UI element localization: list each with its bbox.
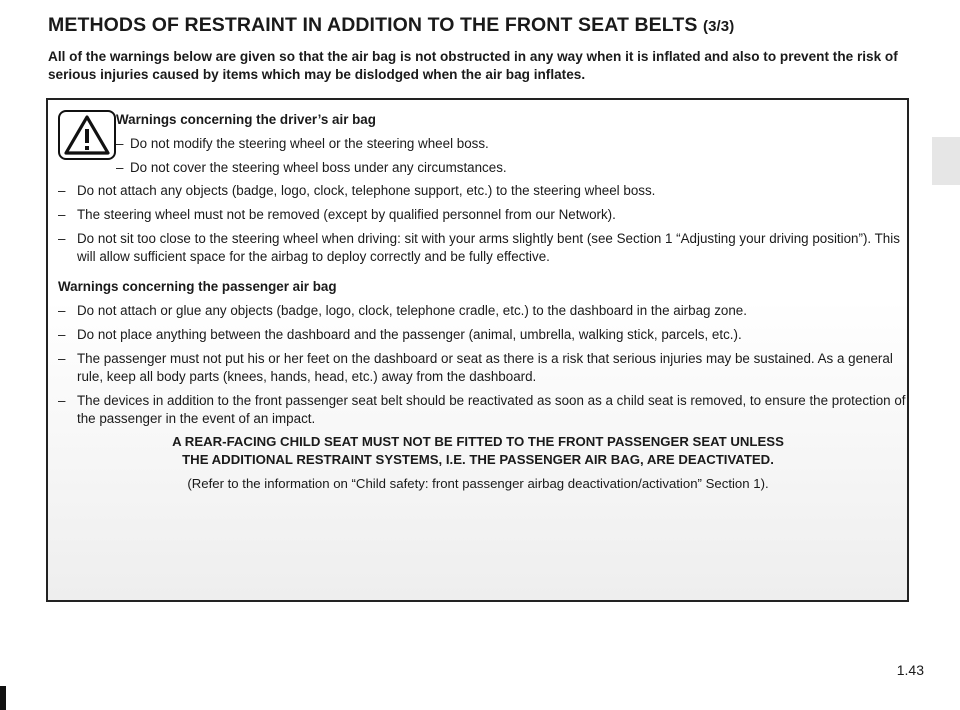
list-item: – Do not place anything between the dashboard and the passenger (animal, umbrella, walking stick, parcels, etc.). xyxy=(58,327,742,342)
child-seat-warning-line-2: THE ADDITIONAL RESTRAINT SYSTEMS, I.E. THE PASSENGER AIR BAG, ARE DEACTIVATED. xyxy=(182,452,774,467)
corner-marker xyxy=(0,686,6,710)
reference-note: (Refer to the information on “Child safety: front passenger airbag deactivation/activation” Section 1). xyxy=(187,476,769,491)
list-item: – The steering wheel must not be removed (except by qualified personnel from our Network). xyxy=(58,207,616,222)
driver-airbag-heading: Warnings concerning the driver’s air bag xyxy=(116,112,376,127)
list-item: – Do not attach any objects (badge, logo, clock, telephone support, etc.) to the steering wheel boss. xyxy=(58,183,656,198)
page-title xyxy=(48,14,734,37)
passenger-airbag-heading: Warnings concerning the passenger air bag xyxy=(58,279,337,294)
list-item: – The passenger must not put his or her feet on the dashboard or seat as there is a risk that serious injuries may be sustained. As a general rule, keep all body parts (knees, hands, head, etc.) away from the dashboard. xyxy=(58,351,893,384)
list-item: – Do not attach or glue any objects (badge, logo, clock, telephone cradle, etc.) to the dashboard in the airbag zone. xyxy=(58,303,747,318)
page-number: 1.43 xyxy=(896,662,924,678)
list-item: – Do not cover the steering wheel boss under any circumstances. xyxy=(116,160,507,175)
title-text: METHODS OF RESTRAINT IN ADDITION TO THE FRONT SEAT BELTS xyxy=(48,14,698,36)
intro-paragraph: All of the warnings below are given so that the air bag is not obstructed in any way when it is inflated and also to prevent the risk of serious injuries caused by items which may be dislodged when the air bag inflates. xyxy=(48,49,898,82)
child-seat-warning-line-1: A REAR-FACING CHILD SEAT MUST NOT BE FITTED TO THE FRONT PASSENGER SEAT UNLESS xyxy=(172,434,784,449)
title-part-indicator: (3/3) xyxy=(702,18,735,35)
warning-triangle-icon xyxy=(58,110,116,160)
list-item: – Do not modify the steering wheel or the steering wheel boss. xyxy=(116,136,489,151)
section-tab xyxy=(932,137,960,185)
list-item: – The devices in addition to the front passenger seat belt should be reactivated as soon as a child seat is removed, to ensure the protection of the passenger in the event of an impact. xyxy=(58,393,906,426)
warning-box xyxy=(46,98,909,602)
list-item: – Do not sit too close to the steering wheel when driving: sit with your arms slightly bent (see Section 1 “Adjusting your driving position”). This will allow sufficient space for the airbag to deploy correctly and be fully effective. xyxy=(58,231,900,264)
